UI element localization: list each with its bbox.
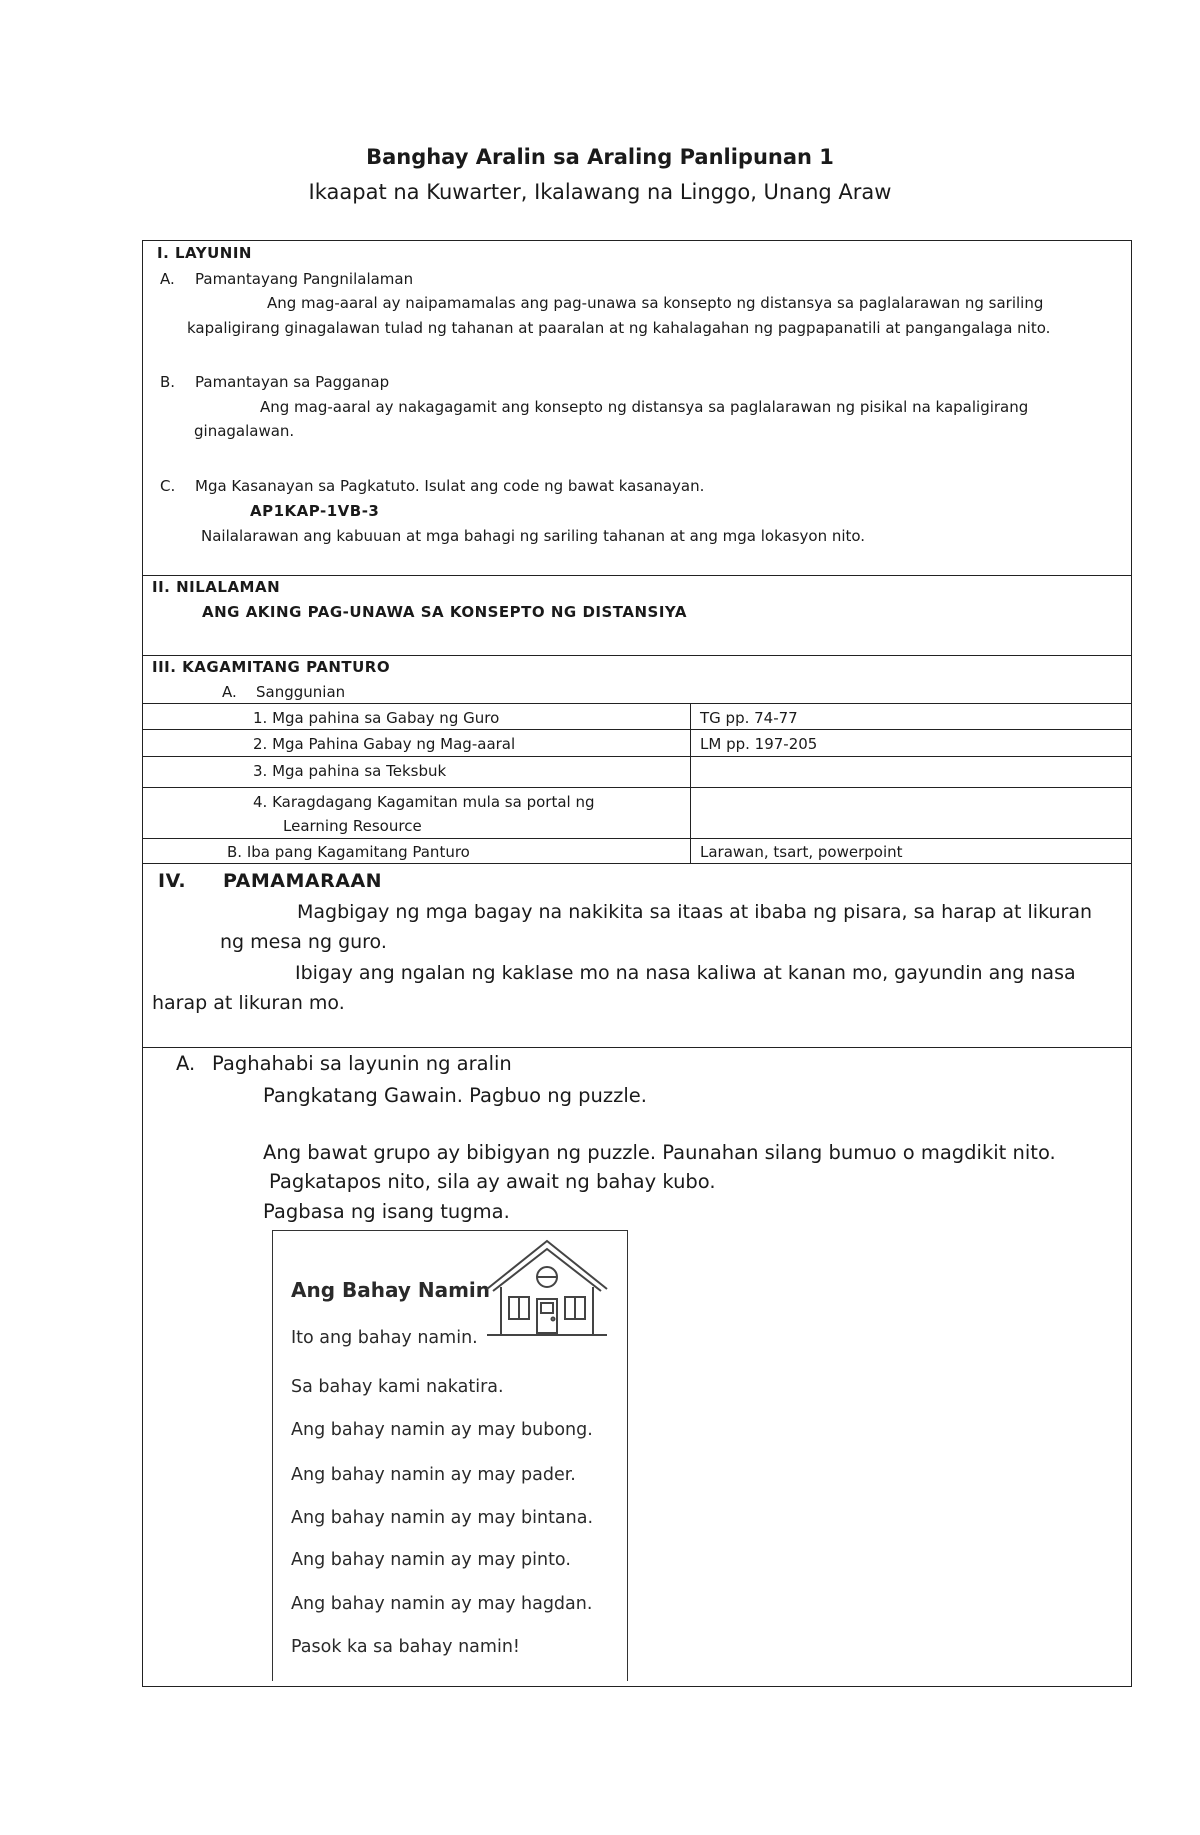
column-divider <box>690 703 691 863</box>
row-divider <box>142 1047 1132 1048</box>
row-divider <box>142 756 1132 757</box>
sanggunian-row-label: 4. Karagdagang Kagamitan mula sa portal ng <box>253 793 595 811</box>
pamamaraan-number: IV. <box>158 870 187 892</box>
section-a-line4: Pagbasa ng isang tugma. <box>263 1200 510 1223</box>
pamamaraan-p2-line1: Ibigay ang ngalan ng kaklase mo na nasa kaliwa at kanan mo, gayundin ang nasa <box>295 962 1076 984</box>
section-a-title: Paghahabi sa layunin ng aralin <box>212 1052 512 1075</box>
kagamitan-b-value: Larawan, tsart, powerpoint <box>700 843 903 861</box>
sanggunian-row-label: 3. Mga pahina sa Teksbuk <box>253 762 447 780</box>
sanggunian-row-label: 2. Mga Pahina Gabay ng Mag-aaral <box>253 735 516 753</box>
kagamitan-b-label: B. Iba pang Kagamitang Panturo <box>227 843 470 861</box>
layunin-c-code: AP1KAP-1VB-3 <box>250 502 380 520</box>
pamamaraan-p1-line2: ng mesa ng guro. <box>220 931 387 953</box>
layunin-a-title: Pamantayang Pangnilalaman <box>195 270 414 288</box>
page-subtitle: Ikaapat na Kuwarter, Ikalawang na Linggo, Unang Araw <box>308 180 892 204</box>
row-divider <box>142 729 1132 730</box>
row-divider <box>142 703 1132 704</box>
sanggunian-row-label-cont: Learning Resource <box>283 817 422 835</box>
layunin-a-text-2: kapaligirang ginagalawan tulad ng tahanan at paaralan at ng kahalagahan ng pagpapanatili at pangangalaga nito. <box>187 319 1051 337</box>
layunin-b-title: Pamantayan sa Pagganap <box>195 373 390 391</box>
nilalaman-topic: ANG AKING PAG-UNAWA SA KONSEPTO NG DISTANSIYA <box>202 603 687 621</box>
poem-card <box>272 1230 628 1681</box>
kagamitan-heading: III. KAGAMITANG PANTURO <box>152 658 391 676</box>
row-divider <box>142 787 1132 788</box>
section-a-line2: Ang bawat grupo ay bibigyan ng puzzle. Paunahan silang bumuo o magdikit nito. <box>263 1141 1056 1164</box>
pamamaraan-heading: PAMAMARAAN <box>223 870 383 892</box>
layunin-c-label: C. <box>160 477 176 495</box>
poem-line: Pasok ka sa bahay namin! <box>291 1637 520 1657</box>
layunin-c-title: Mga Kasanayan sa Pagkatuto. Isulat ang code ng bawat kasanayan. <box>195 477 705 495</box>
layunin-b-text-2: ginagalawan. <box>194 422 295 440</box>
row-divider <box>142 575 1132 576</box>
layunin-a-label: A. <box>160 270 175 288</box>
layunin-b-text-1: Ang mag-aaral ay nakagagamit ang konsepto ng distansya sa paglalarawan ng pisikal na kapaligirang <box>260 398 1029 416</box>
house-icon <box>483 1237 611 1345</box>
sanggunian-row-value: LM pp. 197-205 <box>700 735 818 753</box>
kagamitan-a-title: Sanggunian <box>256 683 346 701</box>
sanggunian-row-value: TG pp. 74-77 <box>700 709 798 727</box>
poem-line: Ang bahay namin ay may pinto. <box>291 1550 571 1570</box>
row-divider <box>142 838 1132 839</box>
poem-line: Ang bahay namin ay may pader. <box>291 1465 576 1485</box>
layunin-b-label: B. <box>160 373 176 391</box>
poem-line: Ang bahay namin ay may bintana. <box>291 1508 594 1528</box>
row-divider <box>142 863 1132 864</box>
section-a-line3: Pagkatapos nito, sila ay await ng bahay kubo. <box>269 1170 716 1193</box>
poem-line: Sa bahay kami nakatira. <box>291 1377 504 1397</box>
kagamitan-a-label: A. <box>222 683 237 701</box>
poem-line: Ang bahay namin ay may bubong. <box>291 1420 593 1440</box>
section-a-line1: Pangkatang Gawain. Pagbuo ng puzzle. <box>263 1084 647 1107</box>
section-a-label: A. <box>176 1052 196 1075</box>
sanggunian-row-label: 1. Mga pahina sa Gabay ng Guro <box>253 709 500 727</box>
pamamaraan-p1-line1: Magbigay ng mga bagay na nakikita sa itaas at ibaba ng pisara, sa harap at likuran <box>297 901 1093 923</box>
poem-line: Ang bahay namin ay may hagdan. <box>291 1594 593 1614</box>
layunin-a-text-1: Ang mag-aaral ay naipamamalas ang pag-unawa sa konsepto ng distansya sa paglalarawan ng sariling <box>267 294 1044 312</box>
nilalaman-heading: II. NILALAMAN <box>152 578 281 596</box>
poem-title: Ang Bahay Namin <box>291 1278 491 1302</box>
row-divider <box>142 655 1132 656</box>
page-title: Banghay Aralin sa Araling Panlipunan 1 <box>366 145 834 169</box>
poem-line: Ito ang bahay namin. <box>291 1328 478 1348</box>
pamamaraan-p2-line2: harap at likuran mo. <box>152 992 345 1014</box>
layunin-heading: I. LAYUNIN <box>157 244 252 262</box>
layunin-c-text: Nailalarawan ang kabuuan at mga bahagi ng sariling tahanan at ang mga lokasyon nito. <box>201 527 866 545</box>
